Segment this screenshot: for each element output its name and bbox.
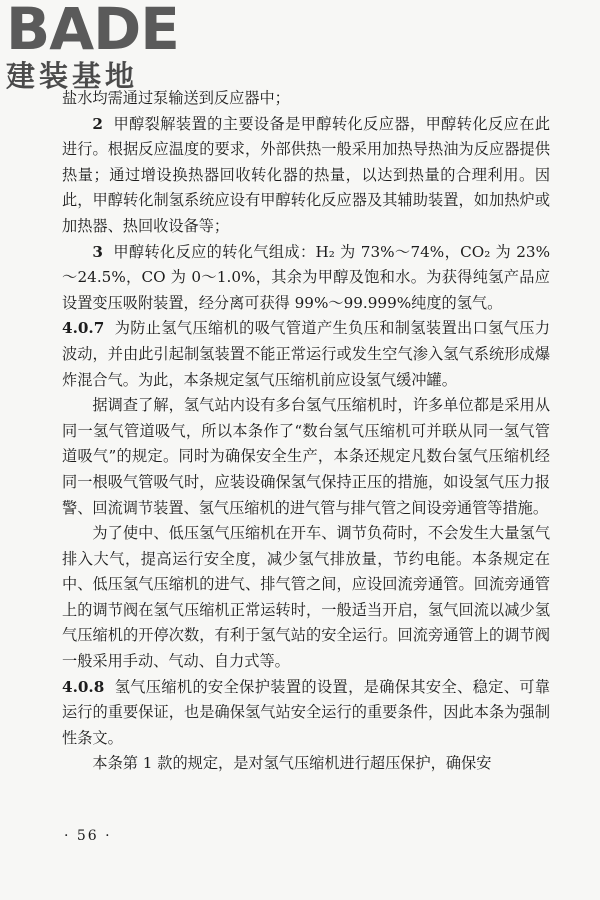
section-4-0-7 xyxy=(62,316,550,393)
section-number: 4.0.7 xyxy=(62,319,105,338)
paragraph-text: 为了使中、低压氢气压缩机在开车、调节负荷时，不会发生大量氢气排入大气，提高运行安全度，减少氢气排放量，节约电能。本条规定在中、低压氢气压缩机的进气、排气管之间，应设回流旁通管。回流旁通管上的调节阀在氢气压缩机正常运转时，一般适当开启，氢气回流以减少氢气压缩机的开停次数，有利于氢气站的安全运行。回流旁通管上的调节阀一般采用手动、气动、自力式等。 xyxy=(62,524,550,671)
list-item-3 xyxy=(62,240,550,317)
paragraph-text: 本条第 1 款的规定，是对氢气压缩机进行超压保护，确保安 xyxy=(92,754,492,773)
paragraph-text: 甲醇裂解装置的主要设备是甲醇转化反应器，甲醇转化反应在此进行。根据反应温度的要求，外部供热一般采用加热导热油为反应器提供热量；通过增设换热器回收转化器的热量，以达到热量的合理利用。因此，甲醇转化制氢系统应设有甲醇转化反应器及其辅助装置，如加热炉或加热器、热回收设备等； xyxy=(62,114,551,235)
logo-tagline: 建装基地 xyxy=(6,59,139,93)
section-number: 4.0.8 xyxy=(62,677,105,696)
paragraph-text: 甲醇转化反应的转化气组成：H₂ 为 73%～74%，CO₂ 为 23%～24.5%，CO 为 0～1.0%，其余为甲醇及饱和水。为获得纯氢产品应设置变压吸附装置，经分离可获得 99%～99.999%纯度的氢气。 xyxy=(62,242,551,312)
page-body xyxy=(62,86,550,777)
item-number: 3 xyxy=(92,242,103,261)
paragraph-text: 为防止氢气压缩机的吸气管道产生负压和制氢装置出口氢气压力波动，并由此引起制氢装置不能正常运行或发生空气渗入氢气系统形成爆炸混合气。为此，本条规定氢气压缩机前应设氢气缓冲罐。 xyxy=(62,319,551,389)
paragraph xyxy=(62,393,550,521)
site-logo xyxy=(6,0,181,92)
paragraph-text: 氢气压缩机的安全保护装置的设置，是确保其安全、稳定、可靠运行的重要保证，也是确保氢气站安全运行的重要条件，因此本条为强制性条文。 xyxy=(62,677,551,747)
page-number: · 56 · xyxy=(64,828,112,844)
list-item-2 xyxy=(62,112,550,240)
paragraph xyxy=(62,751,550,777)
paragraph-text: 据调查了解，氢气站内设有多台氢气压缩机时，许多单位都是采用从同一氢气管道吸气，所以本条作了“数台氢气压缩机可并联从同一氢气管道吸气”的规定。同时为确保安全生产，本条还规定凡数台氢气压缩机经同一根吸气管吸气时，应装设确保氢气保持正压的措施，如设氢气压力报警、回流调节装置、氢气压缩机的进气管与排气管之间设旁通管等措施。 xyxy=(62,396,550,517)
paragraph-text: 盐水均需通过泵输送到反应器中； xyxy=(62,89,290,107)
section-4-0-8 xyxy=(62,675,550,752)
logo-brand: BADE xyxy=(6,0,179,63)
item-number: 2 xyxy=(92,114,103,133)
paragraph-continuation xyxy=(62,86,550,112)
paragraph xyxy=(62,521,550,675)
